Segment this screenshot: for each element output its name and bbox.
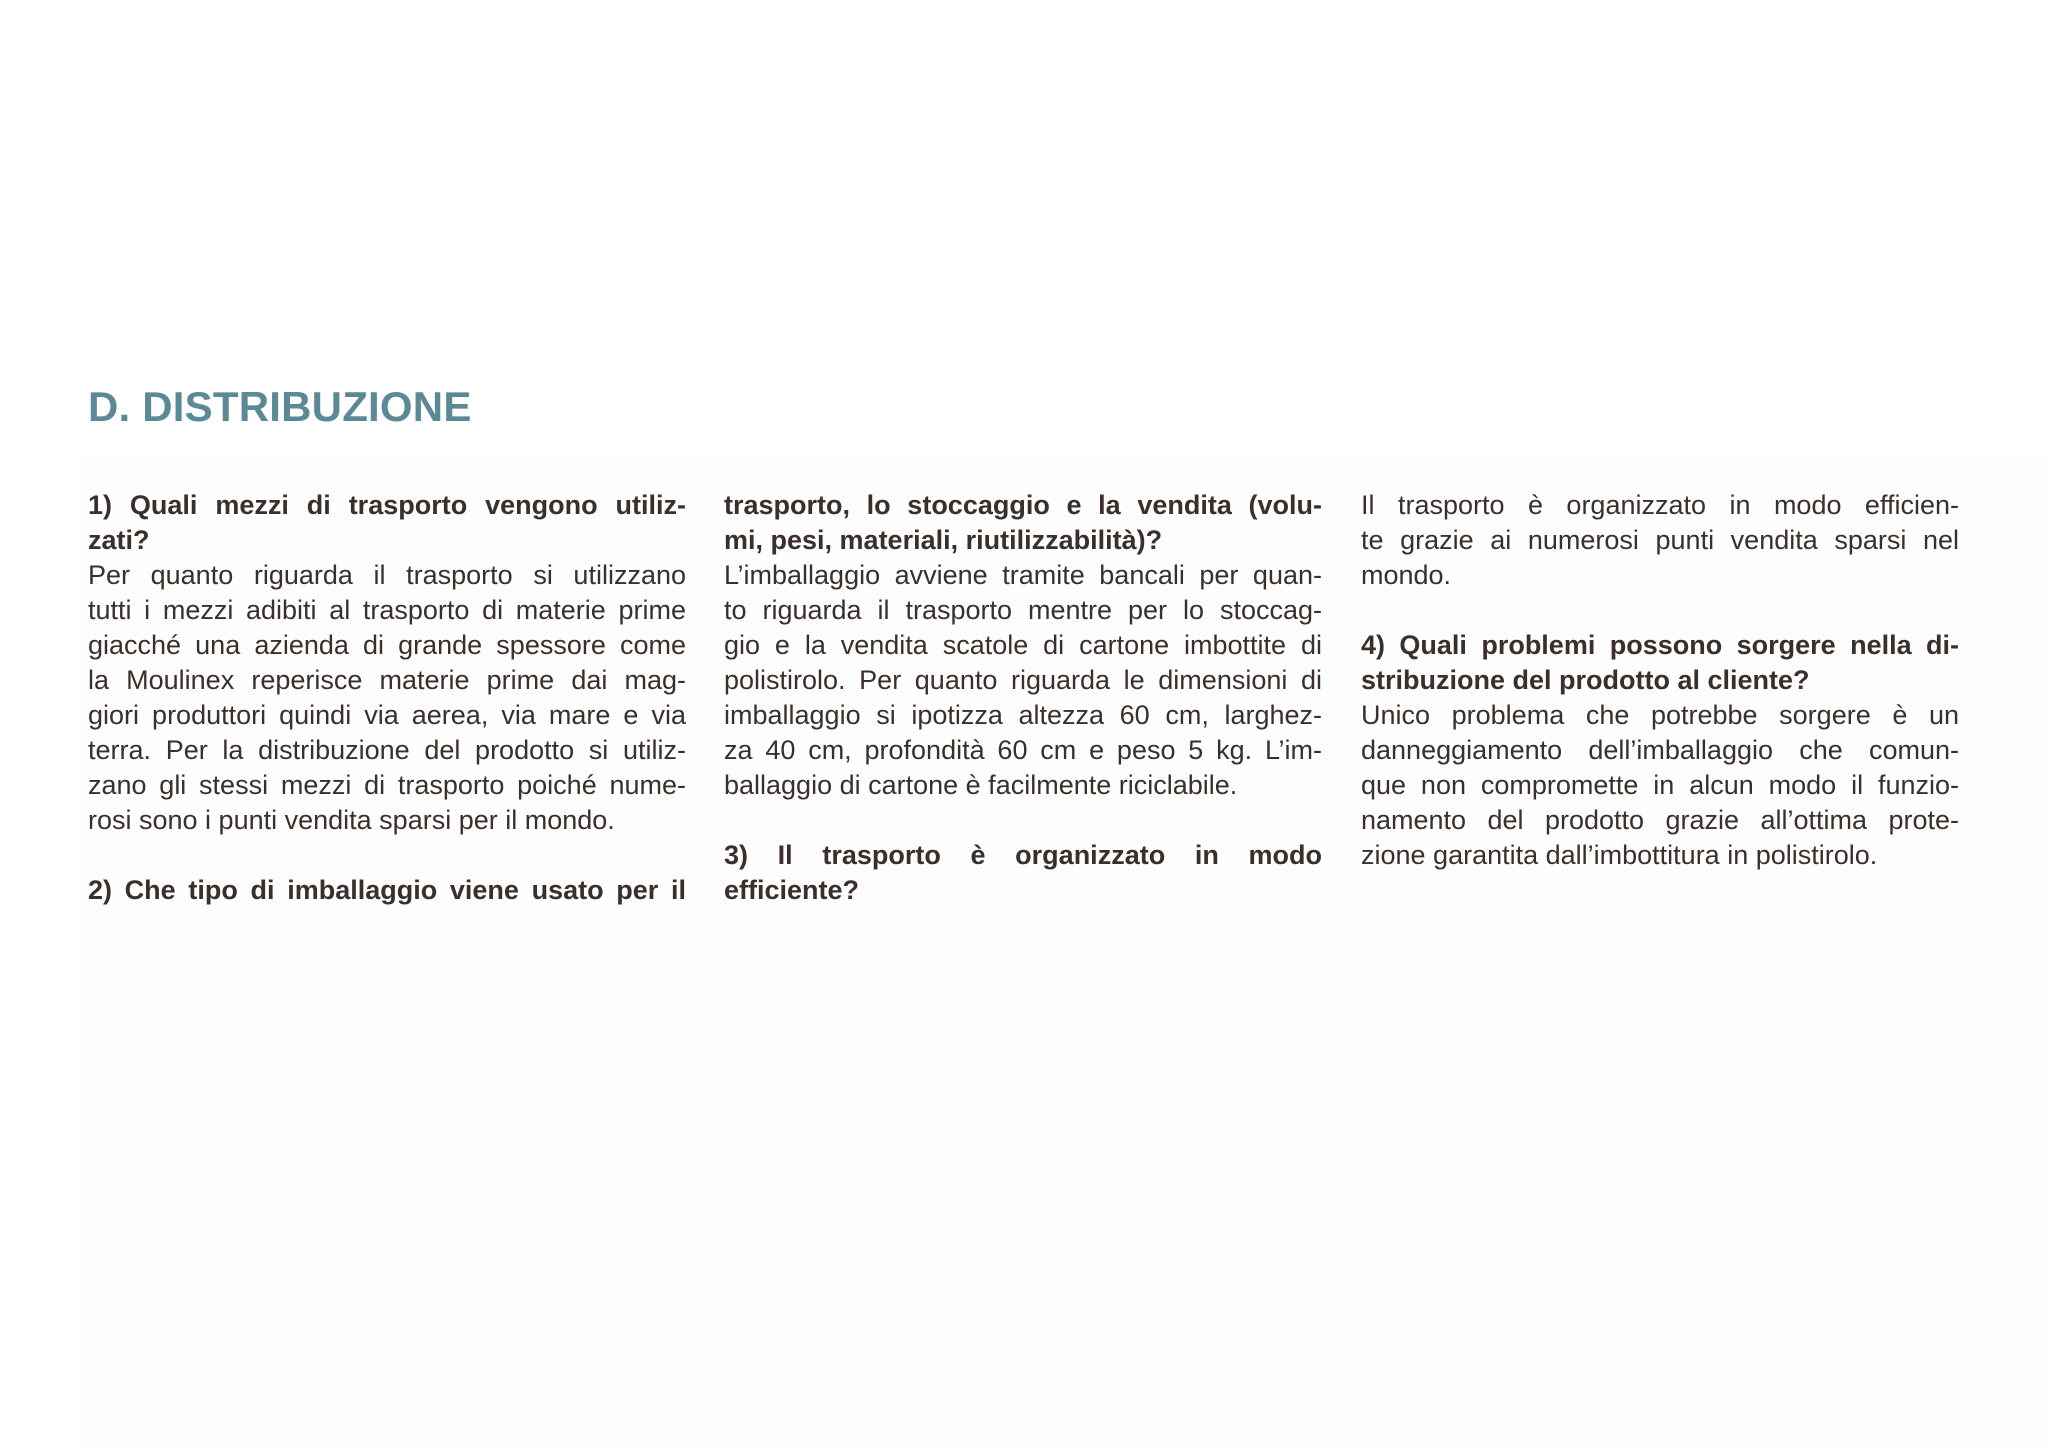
question-1-line: zati? [88, 525, 150, 555]
answer-3-line: Il trasporto è organizzato in modo efficien- [1361, 490, 1959, 520]
section-title: D. DISTRIBUZIONE [88, 383, 472, 430]
question-4-line: 4) Quali problemi possono sorgere nella di- [1361, 630, 1959, 660]
question-4-line: stribuzione del prodotto al cliente? [1361, 665, 1810, 695]
text-column-1 [88, 488, 686, 908]
question-1 [88, 488, 686, 558]
answer-1-line: la Moulinex reperisce materie prime dai mag- [88, 665, 686, 695]
answer-3-line: te grazie ai numerosi punti vendita sparsi nel [1361, 525, 1959, 555]
answer-1-line: rosi sono i punti vendita sparsi per il mondo. [88, 805, 615, 835]
answer-2-line: gio e la vendita scatole di cartone imbottite di [724, 630, 1322, 660]
question-3 [724, 838, 1322, 908]
answer-1-line: giori produttori quindi via aerea, via mare e via [88, 700, 686, 730]
paragraph-gap [88, 838, 686, 873]
answer-1-line: giacché una azienda di grande spessore come [88, 630, 686, 660]
question-3-line: 3) Il trasporto è organizzato in modo [724, 840, 1322, 870]
answer-2-line: ballaggio di cartone è facilmente riciclabile. [724, 770, 1238, 800]
answer-1-line: zano gli stessi mezzi di trasporto poiché nume- [88, 770, 686, 800]
answer-2 [724, 558, 1322, 803]
text-column-3 [1361, 488, 1959, 873]
answer-4-line: Unico problema che potrebbe sorgere è un [1361, 700, 1959, 730]
answer-1-line: tutti i mezzi adibiti al trasporto di materie prime [88, 595, 686, 625]
answer-1 [88, 558, 686, 838]
question-2-start [88, 873, 686, 908]
paragraph-gap [724, 803, 1322, 838]
answer-4 [1361, 698, 1959, 873]
answer-2-line: polistirolo. Per quanto riguarda le dimensioni di [724, 665, 1322, 695]
question-2-line: 2) Che tipo di imballaggio viene usato per il [88, 875, 686, 905]
question-2-continued [724, 488, 1322, 558]
question-2-line: trasporto, lo stoccaggio e la vendita (volu- [724, 490, 1322, 520]
question-2-line: mi, pesi, materiali, riutilizzabilità)? [724, 525, 1163, 555]
answer-4-line: danneggiamento dell’imballaggio che comun- [1361, 735, 1959, 765]
text-column-2 [724, 488, 1322, 908]
answer-2-line: to riguarda il trasporto mentre per lo stoccag- [724, 595, 1322, 625]
paragraph-gap [1361, 593, 1959, 628]
answer-4-line: namento del prodotto grazie all’ottima prote- [1361, 805, 1959, 835]
answer-2-line: imballaggio si ipotizza altezza 60 cm, larghez- [724, 700, 1322, 730]
question-3-line: efficiente? [724, 875, 860, 905]
question-4 [1361, 628, 1959, 698]
answer-3 [1361, 488, 1959, 593]
answer-4-line: zione garantita dall’imbottitura in polistirolo. [1361, 840, 1878, 870]
answer-3-line: mondo. [1361, 560, 1452, 590]
answer-2-line: za 40 cm, profondità 60 cm e peso 5 kg. L’im- [724, 735, 1322, 765]
question-1-line: 1) Quali mezzi di trasporto vengono utiliz- [88, 490, 686, 520]
answer-1-line: terra. Per la distribuzione del prodotto si utiliz- [88, 735, 686, 765]
answer-4-line: que non compromette in alcun modo il funzio- [1361, 770, 1959, 800]
answer-2-line: L’imballaggio avviene tramite bancali per quan- [724, 560, 1322, 590]
answer-1-line: Per quanto riguarda il trasporto si utilizzano [88, 560, 686, 590]
